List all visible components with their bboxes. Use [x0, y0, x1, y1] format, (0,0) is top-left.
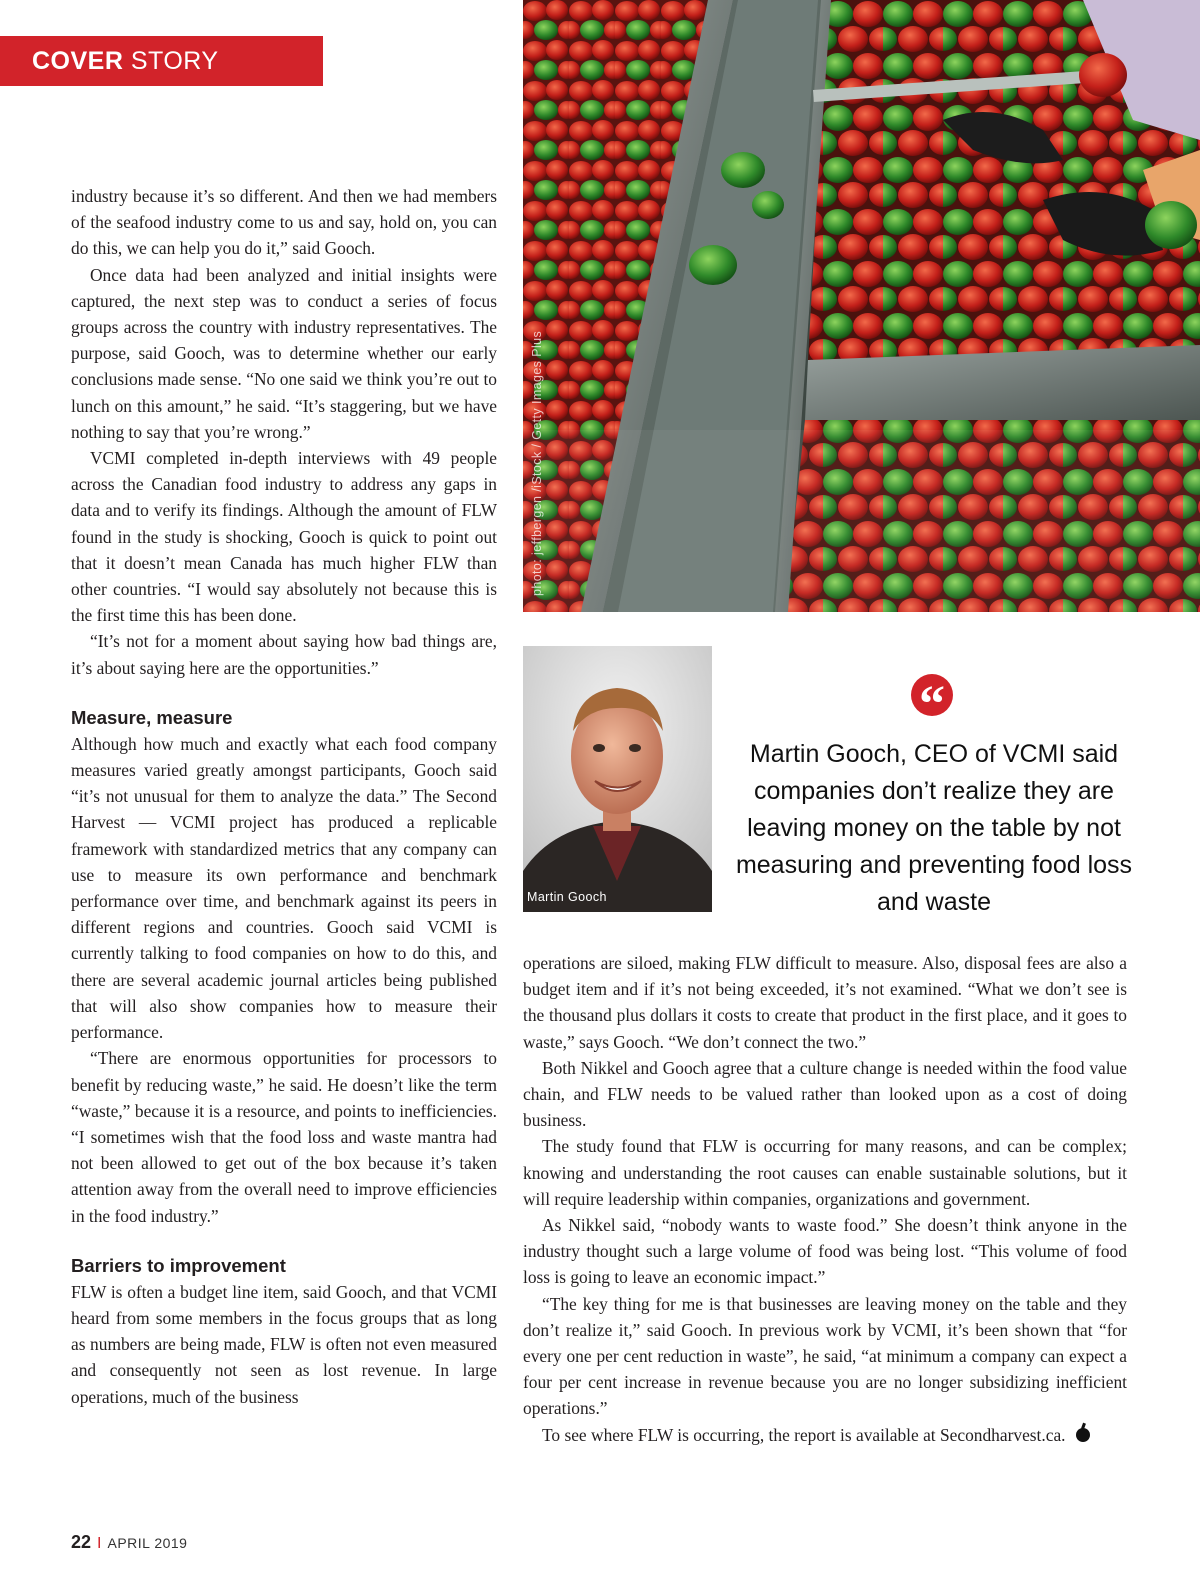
paragraph: “The key thing for me is that businesses are leaving money on the table and they don’t realize it,” said Gooch. In previous work by VCMI, it’s been shown that “for every one per cent reduction in waste”, he said, “at minimum a company can expect a four per cent increase in revenue because you are no longer subsidizing inefficient operations.”	[523, 1293, 1127, 1419]
paragraph: The study found that FLW is occurring for many reasons, and can be complex; knowing and understanding the root causes can enable sustainable solutions, but it will require leadership within companies, organizations and government.	[523, 1136, 1127, 1209]
bottom-column	[523, 950, 1127, 1448]
paragraph: “It’s not for a moment about saying how bad things are, it’s about saying here are the opportunities.”	[71, 631, 497, 678]
footer-separator: I	[97, 1535, 102, 1552]
portrait-caption: Martin Gooch	[527, 890, 607, 904]
portrait-illustration	[523, 646, 712, 912]
peppers-photo	[523, 0, 1200, 612]
paragraph: Both Nikkel and Gooch agree that a culture change is needed within the food value chain, and FLW needs to be valued rather than looked upon as a cost of doing business.	[523, 1057, 1127, 1131]
paragraph: As Nikkel said, “nobody wants to waste food.” She doesn’t think anyone in the industry thought such a large volume of food was being lost. “This volume of food loss is going to leave an economic impact.”	[523, 1215, 1127, 1288]
issue-date: APRIL 2019	[107, 1535, 188, 1551]
banner-bold: COVER	[32, 47, 124, 75]
paragraph: VCMI completed in-depth interviews with 49 people across the Canadian food industry to address any gaps in data and to verify its findings. Although the amount of FLW found in the study is shocking, Gooch is quick to point out that it doesn’t mean Canada has much higher FLW than other countries. “I would say absolutely not because this is the first time this has been done.	[71, 448, 497, 626]
paragraph: “There are enormous opportunities for processors to benefit by reducing waste,” he said. He doesn’t like the term “waste,” because it is a resource, and points to inefficiencies. “I sometimes wish that the food loss and waste mantra had not been allowed to get out of the box because it’s taken attention away from the overall need to improve efficiencies in the food industry.”	[71, 1048, 497, 1226]
page-number: 22	[71, 1532, 92, 1552]
section-banner	[0, 36, 323, 86]
portrait-photo	[523, 646, 712, 912]
final-paragraph-text: To see where FLW is occurring, the report is available at Secondharvest.ca.	[542, 1424, 1066, 1445]
paragraph: FLW is often a budget line item, said Gooch, and that VCMI heard from some members in the focus groups that as long as numbers are being made, FLW is often not even measured and consequently not seen as lost revenue. In large operations, much of the business	[71, 1281, 497, 1407]
section-heading: Barriers to improvement	[71, 1254, 286, 1276]
final-paragraph	[523, 1422, 1127, 1448]
photo-credit: photo: jeffbergen /iStock / Getty Images Plus	[530, 330, 544, 596]
left-column	[71, 183, 497, 1410]
quote-icon: “	[911, 674, 953, 716]
paragraph: Although how much and exactly what each food company measures varied greatly amongst participants, Gooch said “it’s not unusual for them to analyze the data.” The Second Harvest — VCMI project has produced a replicable framework with standardized metrics that any company can use to measure its own performance and benchmark performance over time, and benchmark against its peers in different regions and countries. Gooch said VCMI is currently talking to food companies on how to do this, and there are several academic journal articles being published that will also show companies how to measure their performance.	[71, 733, 497, 1043]
paragraph: Once data had been analyzed and initial insights were captured, the next step was to conduct a series of focus groups across the country with industry representatives. The purpose, said Gooch, was to determine whether our early conclusions made sense. “No one said we think you’re out to lunch on this amount,” he said. “It’s staggering, but we have nothing to say that you’re wrong.”	[71, 264, 497, 442]
peppers-photo-illustration	[523, 0, 1200, 612]
section-heading: Measure, measure	[71, 706, 233, 728]
page-footer	[71, 1532, 187, 1553]
paragraph: industry because it’s so different. And then we had members of the seafood industry come to us and say, hold on, you can do this, we can help you do it,” said Gooch.	[71, 186, 497, 259]
banner-light: STORY	[123, 47, 219, 75]
apple-end-icon	[1076, 1428, 1090, 1442]
pull-quote: Martin Gooch, CEO of VCMI said companies don’t realize they are leaving money on the table by not measuring and preventing food loss and waste	[735, 740, 1133, 916]
paragraph: operations are siloed, making FLW difficult to measure. Also, disposal fees are also a budget item and if it’s not being exceeded, it’s not examined. “What we don’t see is the thousand plus dollars it costs to create that product in the first place, and it goes to waste,” says Gooch. “We don’t connect the two.”	[523, 953, 1127, 1052]
